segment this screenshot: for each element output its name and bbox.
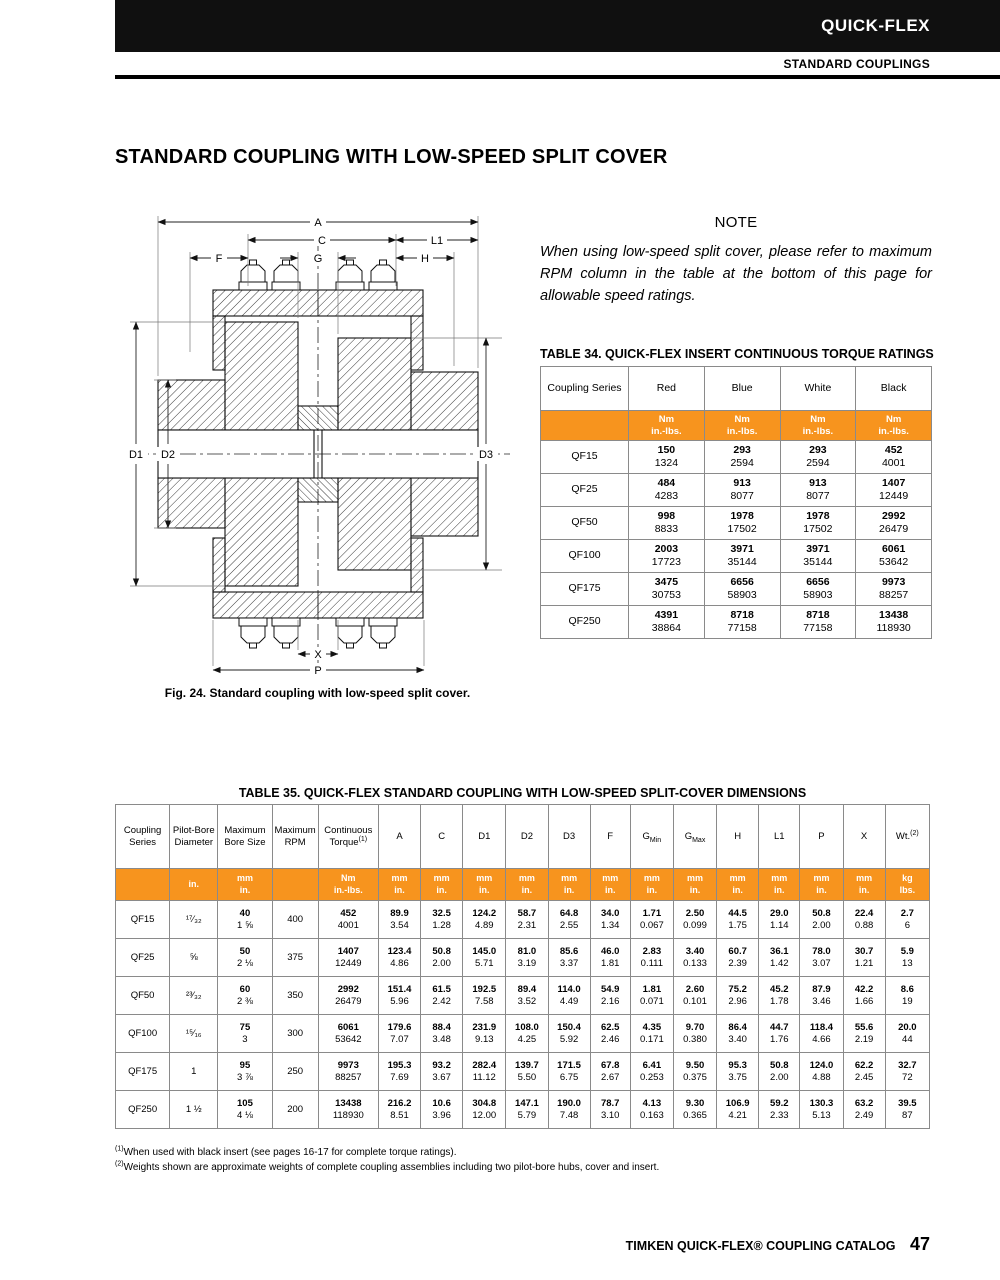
value-cell: 195.3 7.69 <box>378 1053 420 1091</box>
column-header: $G_{Max}$ <box>673 805 716 869</box>
value-cell: 3971 35144 <box>704 540 780 573</box>
table-row <box>116 977 930 1015</box>
value-cell: 106.9 4.21 <box>717 1091 759 1129</box>
value-cell: 78.0 3.07 <box>800 939 843 977</box>
series-cell: QF50 <box>541 507 629 540</box>
series-cell: QF250 <box>116 1091 170 1129</box>
value-cell: 62.2 2.45 <box>843 1053 885 1091</box>
value-cell: 61.5 2.42 <box>421 977 463 1015</box>
value-cell: 63.2 2.49 <box>843 1091 885 1129</box>
unit-cell <box>116 869 170 901</box>
value-cell: 93.2 3.67 <box>421 1053 463 1091</box>
pilot-bore-cell: ²³⁄₃₂ <box>170 977 218 1015</box>
value-cell: 50.8 2.00 <box>421 939 463 977</box>
value-cell: 145.0 5.71 <box>463 939 506 977</box>
unit-cell: mm in. <box>673 869 716 901</box>
rpm-cell: 250 <box>272 1053 318 1091</box>
value-cell: 6656 58903 <box>704 573 780 606</box>
column-header: F <box>590 805 630 869</box>
value-cell: 29.0 1.14 <box>759 901 800 939</box>
value-cell: 2.50 0.099 <box>673 901 716 939</box>
value-cell: 1407 12449 <box>856 474 932 507</box>
dim-label-p: P <box>314 665 322 677</box>
dim-label-a: A <box>314 217 322 229</box>
dimensions-table-title: TABLE 35. QUICK-FLEX STANDARD COUPLING WITH LOW-SPEED SPLIT-COVER DIMENSIONS <box>238 786 807 800</box>
column-header: H <box>717 805 759 869</box>
value-cell: 190.0 7.48 <box>548 1091 590 1129</box>
table-row <box>541 540 932 573</box>
unit-cell: mm in. <box>630 869 673 901</box>
value-cell: 2992 26479 <box>856 507 932 540</box>
value-cell: 6656 58903 <box>780 573 856 606</box>
unit-cell: mm in. <box>843 869 885 901</box>
value-cell: 89.9 3.54 <box>378 901 420 939</box>
value-cell: 20.0 44 <box>885 1015 929 1053</box>
bore-cell: 40 1 ⅝ <box>218 901 272 939</box>
value-cell: 998 8833 <box>629 507 705 540</box>
unit-cell: kg lbs. <box>885 869 929 901</box>
rpm-cell: 350 <box>272 977 318 1015</box>
column-header: A <box>378 805 420 869</box>
value-cell: 81.0 3.19 <box>506 939 548 977</box>
rpm-cell: 400 <box>272 901 318 939</box>
value-cell: 231.9 9.13 <box>463 1015 506 1053</box>
value-cell: 89.4 3.52 <box>506 977 548 1015</box>
value-cell: 139.7 5.50 <box>506 1053 548 1091</box>
value-cell: 78.7 3.10 <box>590 1091 630 1129</box>
value-cell: 3971 35144 <box>780 540 856 573</box>
value-cell: 118.4 4.66 <box>800 1015 843 1053</box>
column-header: D3 <box>548 805 590 869</box>
bore-cell: 50 2 ⅛ <box>218 939 272 977</box>
bore-cell: 60 2 ⅜ <box>218 977 272 1015</box>
unit-cell: mm in. <box>548 869 590 901</box>
torque-table-title: TABLE 34. QUICK-FLEX INSERT CONTINUOUS TORQUE RATINGS <box>540 347 934 361</box>
table-row <box>116 1053 930 1091</box>
column-header: D1 <box>463 805 506 869</box>
value-cell: 282.4 11.12 <box>463 1053 506 1091</box>
column-header: Coupling Series <box>541 367 629 411</box>
value-cell: 58.7 2.31 <box>506 901 548 939</box>
value-cell: 192.5 7.58 <box>463 977 506 1015</box>
value-cell: 45.2 1.78 <box>759 977 800 1015</box>
value-cell: 87.9 3.46 <box>800 977 843 1015</box>
value-cell: 150.4 5.92 <box>548 1015 590 1053</box>
rpm-cell: 375 <box>272 939 318 977</box>
value-cell: 9973 88257 <box>856 573 932 606</box>
column-header: Maximum Bore Size <box>218 805 272 869</box>
value-cell: 130.3 5.13 <box>800 1091 843 1129</box>
value-cell: 2992 26479 <box>318 977 378 1015</box>
value-cell: 171.5 6.75 <box>548 1053 590 1091</box>
footnotes <box>115 1146 659 1175</box>
dim-label-d3: D3 <box>478 449 494 461</box>
pilot-bore-cell: 1 <box>170 1053 218 1091</box>
value-cell: 114.0 4.49 <box>548 977 590 1015</box>
column-header: Coupling Series <box>116 805 170 869</box>
value-cell: 2.83 0.111 <box>630 939 673 977</box>
pilot-bore-cell: ¹⁵⁄₁₆ <box>170 1015 218 1053</box>
column-header: X <box>843 805 885 869</box>
coupling-drawing <box>118 202 516 680</box>
value-cell: 6.41 0.253 <box>630 1053 673 1091</box>
dim-label-h: H <box>421 253 429 265</box>
figure-caption: Fig. 24. Standard coupling with low-speed split cover. <box>164 686 471 700</box>
pilot-bore-cell: 1 ½ <box>170 1091 218 1129</box>
value-cell: 9.30 0.365 <box>673 1091 716 1129</box>
value-cell: 1978 17502 <box>704 507 780 540</box>
value-cell: 59.2 2.33 <box>759 1091 800 1129</box>
value-cell: 6061 53642 <box>856 540 932 573</box>
value-cell: 124.2 4.89 <box>463 901 506 939</box>
column-header: Maximum RPM <box>272 805 318 869</box>
value-cell: 60.7 2.39 <box>717 939 759 977</box>
table-row <box>116 939 930 977</box>
value-cell: 151.4 5.96 <box>378 977 420 1015</box>
value-cell: 147.1 5.79 <box>506 1091 548 1129</box>
value-cell: 108.0 4.25 <box>506 1015 548 1053</box>
series-cell: QF250 <box>541 606 629 639</box>
value-cell: 9.50 0.375 <box>673 1053 716 1091</box>
unit-cell: in. <box>170 869 218 901</box>
unit-cell: mm in. <box>800 869 843 901</box>
value-cell: 95.3 3.75 <box>717 1053 759 1091</box>
column-header: Continuous Torque$^{(1)}$ <box>318 805 378 869</box>
note-body: When using low-speed split cover, please refer to maximum RPM column in the table at the bottom of this page for allowable speed ratings. <box>540 244 932 304</box>
table-row <box>541 474 932 507</box>
value-cell: 1978 17502 <box>780 507 856 540</box>
value-cell: 2003 17723 <box>629 540 705 573</box>
unit-cell: Nm in.-lbs. <box>780 411 856 441</box>
value-cell: 913 8077 <box>704 474 780 507</box>
value-cell: 484 4283 <box>629 474 705 507</box>
value-cell: 42.2 1.66 <box>843 977 885 1015</box>
dim-label-d1: D1 <box>128 449 144 461</box>
value-cell: 5.9 13 <box>885 939 929 977</box>
column-header: Red <box>629 367 705 411</box>
value-cell: 67.8 2.67 <box>590 1053 630 1091</box>
series-cell: QF100 <box>116 1015 170 1053</box>
unit-cell: mm in. <box>378 869 420 901</box>
page-footer <box>115 1234 930 1255</box>
column-header: Pilot-Bore Diameter <box>170 805 218 869</box>
section-banner <box>115 52 1000 79</box>
table-row <box>541 573 932 606</box>
dim-label-f: F <box>215 253 223 265</box>
dimensions-table <box>115 804 930 1129</box>
bore-cell: 75 3 <box>218 1015 272 1053</box>
value-cell: 13438 118930 <box>856 606 932 639</box>
series-cell: QF175 <box>116 1053 170 1091</box>
dim-label-g: G <box>313 253 323 265</box>
series-cell: QF100 <box>541 540 629 573</box>
series-cell: QF50 <box>116 977 170 1015</box>
value-cell: 3.40 0.133 <box>673 939 716 977</box>
value-cell: 179.6 7.07 <box>378 1015 420 1053</box>
value-cell: 30.7 1.21 <box>843 939 885 977</box>
value-cell: 1407 12449 <box>318 939 378 977</box>
dimensions-table-wrap <box>115 804 930 1129</box>
value-cell: 9973 88257 <box>318 1053 378 1091</box>
pilot-bore-cell: ¹⁷⁄₃₂ <box>170 901 218 939</box>
column-header: Wt.$^{(2)}$ <box>885 805 929 869</box>
table-row <box>541 507 932 540</box>
series-cell: QF25 <box>541 474 629 507</box>
value-cell: 10.6 3.96 <box>421 1091 463 1129</box>
value-cell: 8718 77158 <box>704 606 780 639</box>
series-cell: QF25 <box>116 939 170 977</box>
value-cell: 22.4 0.88 <box>843 901 885 939</box>
value-cell: 44.7 1.76 <box>759 1015 800 1053</box>
value-cell: 3475 30753 <box>629 573 705 606</box>
table-row <box>116 1015 930 1053</box>
value-cell: 304.8 12.00 <box>463 1091 506 1129</box>
top-banner <box>115 0 1000 52</box>
unit-cell: Nm in.-lbs. <box>704 411 780 441</box>
dim-label-l1: L1 <box>430 235 444 247</box>
unit-cell: mm in. <box>506 869 548 901</box>
unit-cell: mm in. <box>421 869 463 901</box>
brand-title: QUICK-FLEX <box>821 16 930 35</box>
value-cell: 62.5 2.46 <box>590 1015 630 1053</box>
value-cell: 50.8 2.00 <box>800 901 843 939</box>
value-cell: 86.4 3.40 <box>717 1015 759 1053</box>
dim-label-d2: D2 <box>160 449 176 461</box>
table-row <box>116 901 930 939</box>
value-cell: 55.6 2.19 <box>843 1015 885 1053</box>
unit-cell: mm in. <box>463 869 506 901</box>
unit-cell <box>272 869 318 901</box>
value-cell: 36.1 1.42 <box>759 939 800 977</box>
column-header: Blue <box>704 367 780 411</box>
series-cell: QF175 <box>541 573 629 606</box>
value-cell: 6061 53642 <box>318 1015 378 1053</box>
unit-cell: mm in. <box>717 869 759 901</box>
value-cell: 4.35 0.171 <box>630 1015 673 1053</box>
column-header: D2 <box>506 805 548 869</box>
value-cell: 54.9 2.16 <box>590 977 630 1015</box>
column-header: P <box>800 805 843 869</box>
value-cell: 293 2594 <box>780 441 856 474</box>
value-cell: 2.7 6 <box>885 901 929 939</box>
dim-label-x: X <box>314 649 322 661</box>
value-cell: 85.6 3.37 <box>548 939 590 977</box>
rpm-cell: 300 <box>272 1015 318 1053</box>
value-cell: 32.7 72 <box>885 1053 929 1091</box>
unit-cell: mm in. <box>590 869 630 901</box>
column-header: $G_{Min}$ <box>630 805 673 869</box>
value-cell: 123.4 4.86 <box>378 939 420 977</box>
column-header: Black <box>856 367 932 411</box>
torque-table <box>540 366 932 639</box>
section-title: STANDARD COUPLINGS <box>783 56 930 71</box>
value-cell: 216.2 8.51 <box>378 1091 420 1129</box>
table-row <box>541 606 932 639</box>
value-cell: 8718 77158 <box>780 606 856 639</box>
bore-cell: 95 3 ⅞ <box>218 1053 272 1091</box>
footnote: $^{(2)}$Weights shown are approximate weights of complete coupling assemblies including two pilot-bore hubs, cover and insert. <box>115 1160 660 1173</box>
unit-cell: Nm in.-lbs. <box>856 411 932 441</box>
value-cell: 13438 118930 <box>318 1091 378 1129</box>
footnote: $^{(1)}$When used with black insert (see pages 16-17 for complete torque ratings). <box>115 1145 457 1158</box>
value-cell: 4.13 0.163 <box>630 1091 673 1129</box>
dim-label-c: C <box>318 235 326 247</box>
unit-cell: Nm in.-lbs. <box>318 869 378 901</box>
series-cell: QF15 <box>541 441 629 474</box>
unit-cell: Nm in.-lbs. <box>629 411 705 441</box>
pilot-bore-cell: ⅝ <box>170 939 218 977</box>
column-header: C <box>421 805 463 869</box>
value-cell: 88.4 3.48 <box>421 1015 463 1053</box>
value-cell: 46.0 1.81 <box>590 939 630 977</box>
value-cell: 75.2 2.96 <box>717 977 759 1015</box>
value-cell: 64.8 2.55 <box>548 901 590 939</box>
value-cell: 9.70 0.380 <box>673 1015 716 1053</box>
column-header: White <box>780 367 856 411</box>
catalog-title: TIMKEN QUICK-FLEX® COUPLING CATALOG <box>625 1239 896 1253</box>
value-cell: 1.71 0.067 <box>630 901 673 939</box>
series-cell: QF15 <box>116 901 170 939</box>
value-cell: 452 4001 <box>856 441 932 474</box>
unit-cell <box>541 411 629 441</box>
value-cell: 50.8 2.00 <box>759 1053 800 1091</box>
value-cell: 4391 38864 <box>629 606 705 639</box>
value-cell: 39.5 87 <box>885 1091 929 1129</box>
value-cell: 2.60 0.101 <box>673 977 716 1015</box>
table-row <box>541 441 932 474</box>
table-row <box>116 1091 930 1129</box>
page-title: STANDARD COUPLING WITH LOW-SPEED SPLIT COVER <box>115 146 668 168</box>
value-cell: 150 1324 <box>629 441 705 474</box>
value-cell: 293 2594 <box>704 441 780 474</box>
value-cell: 34.0 1.34 <box>590 901 630 939</box>
value-cell: 913 8077 <box>780 474 856 507</box>
torque-table-wrap <box>540 366 932 639</box>
column-header: L1 <box>759 805 800 869</box>
value-cell: 124.0 4.88 <box>800 1053 843 1091</box>
value-cell: 1.81 0.071 <box>630 977 673 1015</box>
value-cell: 32.5 1.28 <box>421 901 463 939</box>
value-cell: 8.6 19 <box>885 977 929 1015</box>
unit-cell: mm in. <box>759 869 800 901</box>
value-cell: 452 4001 <box>318 901 378 939</box>
value-cell: 44.5 1.75 <box>717 901 759 939</box>
rpm-cell: 200 <box>272 1091 318 1129</box>
unit-cell: mm in. <box>218 869 272 901</box>
bore-cell: 105 4 ⅛ <box>218 1091 272 1129</box>
page-number: 47 <box>909 1234 930 1254</box>
note-title: NOTE <box>714 214 758 231</box>
